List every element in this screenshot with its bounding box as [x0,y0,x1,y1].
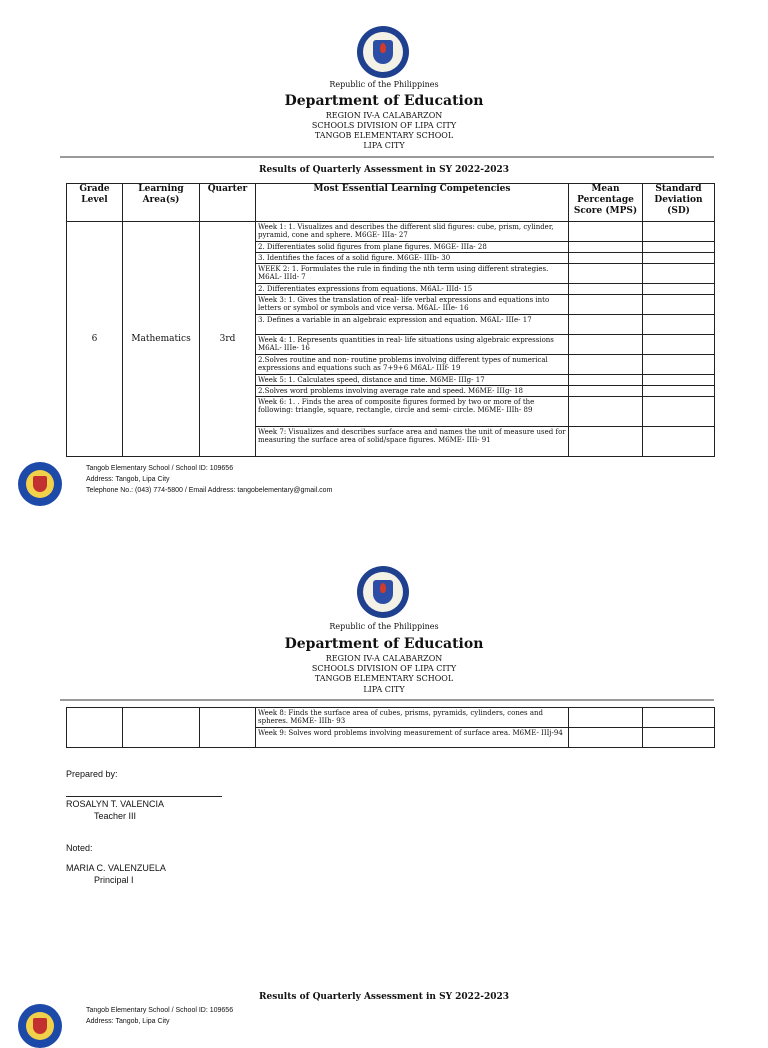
prepared-label: Prepared by: [66,769,118,779]
assessment-table-continued [66,707,715,748]
division-line: SCHOOLS DIVISION OF LIPA CITY [311,121,457,130]
table-row: Week 8: Finds the surface area of cubes, prisms, pyramids, cylinders, cones and spheres. M6ME- IIIh- 93 [256,708,569,728]
footer-school-id: Tangob Elementary School / School ID: 109656 [86,465,234,472]
city-line: LIPA CITY [363,141,405,150]
school-logo [18,462,62,506]
table-row: Week 7: Visualizes and describes surface area and names the unit of measure used for measuring the surface area of solid/space figures. M6ME- IIIi- 91 [256,427,569,457]
header-grade-level: Grade Level [67,184,123,222]
table-row: Week 5: 1. Calculates speed, distance and time. M6ME- IIIg- 17 [256,375,569,386]
signature-line [66,796,222,797]
region-line: REGION IV-A CALABARZON [325,111,443,120]
table-row: 3. Defines a variable in an algebraic expression and equation. M6AL- IIIe- 17 [256,315,569,335]
grade-cell: 6 [67,222,123,457]
footer-contact: Telephone No.: (043) 774-5800 / Email Address: tangobelementary@gmail.com [86,487,333,494]
table-row: 2. Differentiates expressions from equations. M6AL- IIId- 15 [256,284,569,295]
preparer-name: ROSALYN T. VALENCIA [66,799,165,809]
table-row: WEEK 2: 1. Formulates the rule in finding the nth term using different strategies. M6AL- IIId- 7 [256,264,569,284]
city-line: LIPA CITY [363,685,405,694]
footer-block [86,463,332,496]
republic-line: Republic of the Philippines [329,80,439,89]
school-line: TANGOB ELEMENTARY SCHOOL [314,674,454,683]
region-line: REGION IV-A CALABARZON [325,654,443,663]
table-row: Week 1: 1. Visualizes and describes the different slid figures: cube, prism, cylinder, pyramid, cone and sphere. M6GE- IIIa- 27 [256,222,569,242]
table-row: Week 3: 1. Gives the translation of real- life verbal expressions and equations into letters or symbol or symbols and vice versa. M6AL- IIIe- 16 [256,295,569,315]
header-rule [60,699,714,701]
table-row: 2.Solves word problems involving average rate and speed. M6ME- IIIg- 18 [256,386,569,397]
table-row: Week 9: Solves word problems involving measurement of surface area. M6ME- IIIj-94 [256,728,569,748]
table-row: 2. Differentiates solid figures from plane figures. M6GE- IIIa- 28 [256,242,569,253]
header-rule [60,156,714,158]
table-row: 3. Identifies the faces of a solid figure. M6GE- IIIb- 30 [256,253,569,264]
footer-address: Address: Tangob, Lipa City [86,476,170,483]
footer-school-id: Tangob Elementary School / School ID: 109656 [86,1007,234,1014]
assessment-table [66,183,715,457]
footer-address: Address: Tangob, Lipa City [86,1018,170,1025]
header-melc: Most Essential Learning Competencies [256,184,569,222]
noter-title: Principal I [94,875,134,885]
header-learning-area: Learning Area(s) [123,184,200,222]
header-mps: Mean Percentage Score (MPS) [569,184,643,222]
report-title: Results of Quarterly Assessment in SY 2022-2023 [258,992,509,1002]
table-row: 2.Solves routine and non- routine problems involving different types of numerical expressions and equations such as 7+9+6 M6AL- IIIf- 19 [256,355,569,375]
republic-line: Republic of the Philippines [329,622,439,631]
department-title: Department of Education [284,636,484,652]
report-title: Results of Quarterly Assessment in SY 2022-2023 [258,165,509,175]
department-title: Department of Education [284,93,484,109]
school-line: TANGOB ELEMENTARY SCHOOL [314,131,454,140]
deped-seal [357,566,409,618]
quarter-cell: 3rd [200,222,256,457]
school-logo [18,1004,62,1048]
area-cell: Mathematics [123,222,200,457]
deped-seal [357,26,409,78]
table-row: Week 4: 1. Represents quantities in real- life situations using algebraic expressions M6AL- IIIe- 16 [256,335,569,355]
noted-label: Noted: [66,843,93,853]
header-quarter: Quarter [200,184,256,222]
preparer-title: Teacher III [94,811,137,821]
noter-name: MARIA C. VALENZUELA [66,863,166,873]
header-sd: Standard Deviation (SD) [643,184,715,222]
table-row: Week 6: 1. . Finds the area of composite figures formed by two or more of the following: triangle, square, rectangle, circle and semi- circle. M6ME- IIIh- 89 [256,397,569,427]
division-line: SCHOOLS DIVISION OF LIPA CITY [311,664,457,673]
